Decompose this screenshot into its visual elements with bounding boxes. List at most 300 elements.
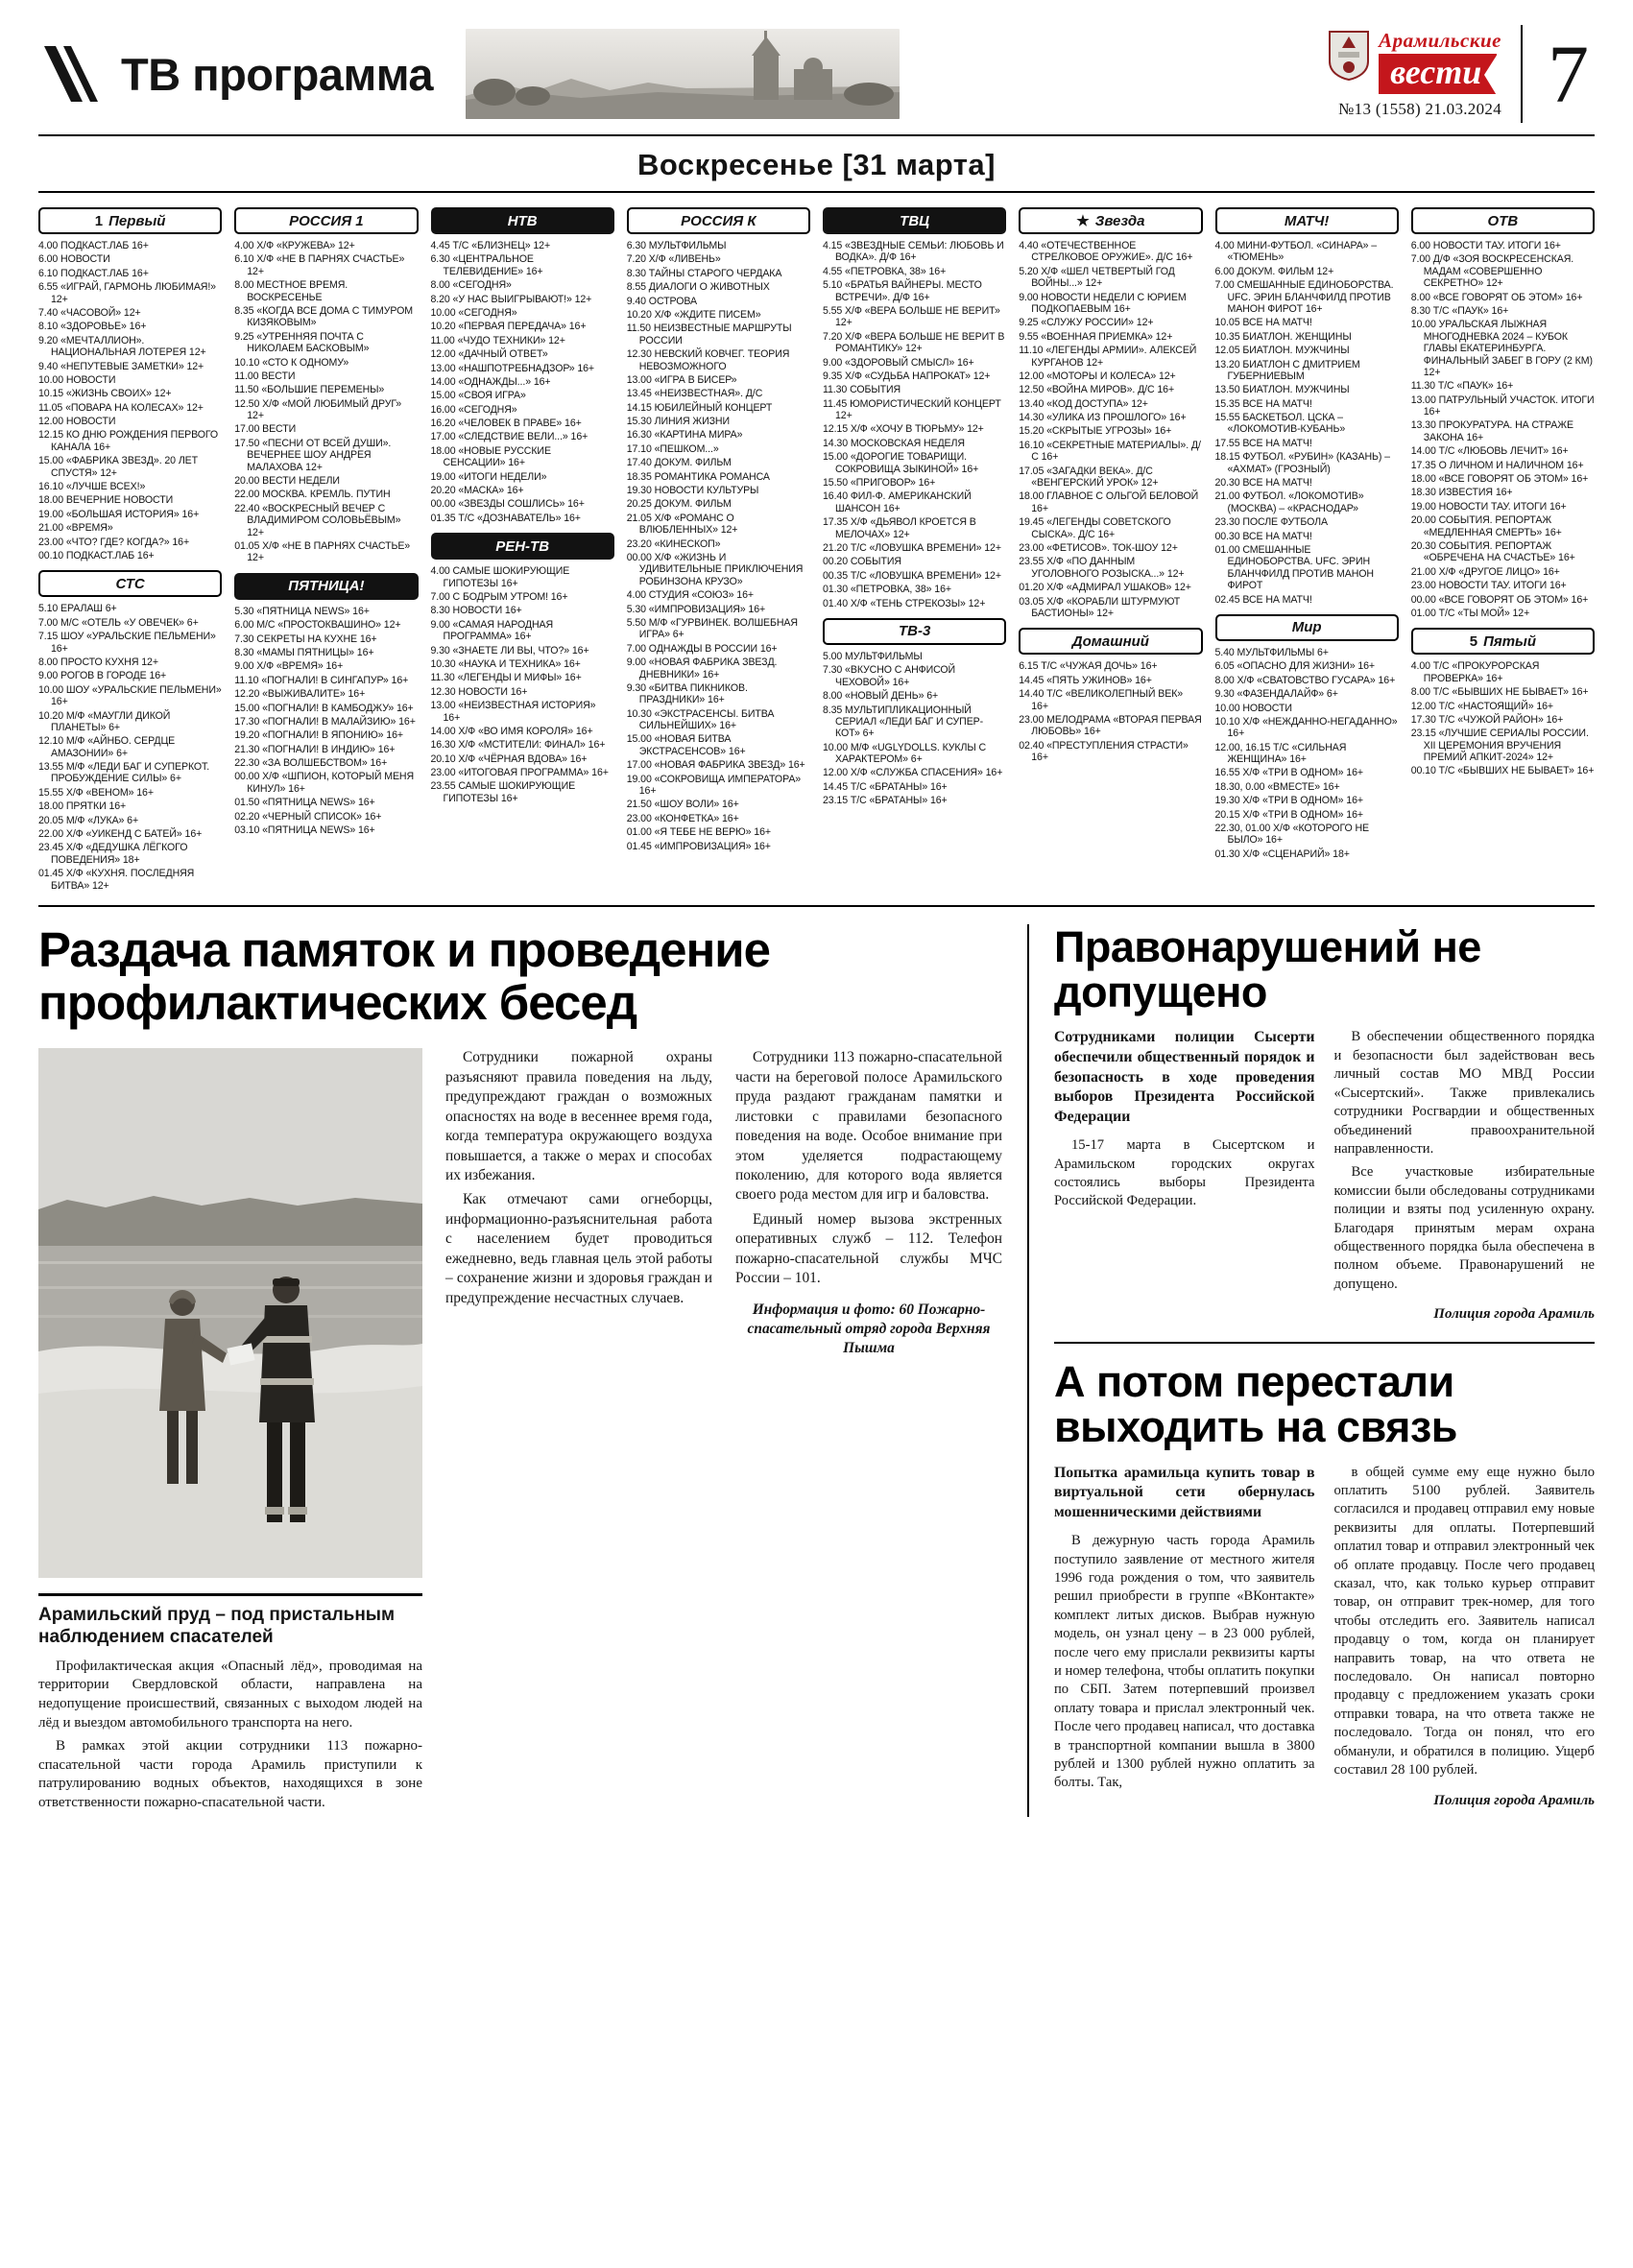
tv-listing-item: 23.00 «КОНФЕТКА» 16+: [626, 812, 739, 824]
channel-logo-рен-тв: [431, 533, 614, 560]
tv-listing-item: 16.10 «СЕКРЕТНЫЕ МАТЕРИАЛЫ». Д/С 16+: [1019, 439, 1201, 464]
tv-listing-item: 5.40 МУЛЬТФИЛЬМЫ 6+: [1214, 646, 1329, 658]
tv-listing-item: 4.40 «ОТЕЧЕСТВЕННОЕ СТРЕЛКОВОЕ ОРУЖИЕ». Д/С 16+: [1019, 240, 1193, 264]
tv-listing-item: 9.00 РОГОВ В ГОРОДЕ 16+: [38, 670, 167, 682]
tv-listing-item: 22.00 МОСКВА. КРЕМЛЬ. ПУТИН: [234, 489, 391, 501]
tv-listing-item: 11.50 НЕИЗВЕСТНЫЕ МАРШРУТЫ РОССИИ: [626, 322, 792, 346]
tv-listing-item: 10.00 ШОУ «УРАЛЬСКИЕ ПЕЛЬМЕНИ» 16+: [38, 683, 222, 708]
article-headline: Раздача памяток и проведение профилактических бесед: [38, 921, 771, 1030]
channel-name: МАТЧ!: [1284, 212, 1330, 229]
tv-listing-item: 02.40 «ПРЕСТУПЛЕНИЯ СТРАСТИ» 16+: [1019, 739, 1189, 764]
article-headline: Правонарушений не допущено: [1054, 921, 1481, 1017]
tv-listing-item: 5.50 М/Ф «ГУРВИНЕК. ВОЛШЕБНАЯ ИГРА» 6+: [626, 616, 798, 641]
day-title-bar: [38, 136, 1595, 193]
tv-listing-item: 10.20 М/Ф «МАУГЛИ ДИКОЙ ПЛАНЕТЫ» 6+: [38, 709, 171, 733]
tv-listing-item: 12.30 НЕВСКИЙ КОВЧЕГ. ТЕОРИЯ НЕВОЗМОЖНОГО: [626, 348, 790, 372]
tv-listing-item: 8.55 ДИАЛОГИ О ЖИВОТНЫХ: [626, 281, 770, 294]
tv-listing-item: 9.55 «ВОЕННАЯ ПРИЕМКА» 12+: [1019, 330, 1173, 343]
brand-name-bottom: вести: [1379, 54, 1497, 95]
tv-listing-item: 10.00 М/Ф «UGLYDOLLS. КУКЛЫ С ХАРАКТЕРОМ» 6+: [823, 741, 987, 766]
channel-logo-звезда: [1019, 207, 1202, 234]
tv-listing-item: 17.35 Х/Ф «ДЬЯВОЛ КРОЕТСЯ В МЕЛОЧАХ» 12+: [823, 516, 976, 540]
channel-name: СТС: [115, 575, 145, 592]
tv-listing-item: 23.45 Х/Ф «ДЕДУШКА ЛЁГКОГО ПОВЕДЕНИЯ» 18+: [38, 842, 188, 866]
article-body: [445, 1048, 1002, 1817]
tv-listing-item: 4.55 «ПЕТРОВКА, 38» 16+: [823, 265, 947, 277]
channel-name: Домашний: [1071, 633, 1149, 650]
tv-listing-item: 13.00 «ИГРА В БИСЕР»: [626, 373, 737, 386]
tv-listing-item: 4.00 Х/Ф «КРУЖЕВА» 12+: [234, 240, 355, 251]
tv-listing-item: 21.05 Х/Ф «РОМАНС О ВЛЮБЛЕННЫХ» 12+: [626, 512, 738, 537]
tv-listing-item: 20.30 ВСЕ НА МАТЧ!: [1214, 477, 1312, 489]
article-inset: [38, 1593, 422, 1813]
channel-name: РОССИЯ К: [681, 212, 756, 229]
tv-listing-item: 16.30 «КАРТИНА МИРА»: [626, 429, 743, 442]
tv-listing-item: 15.00 «ПОГНАЛИ! В КАМБОДЖУ» 16+: [234, 702, 414, 714]
article-elections: [1054, 921, 1595, 1325]
tv-listing-item: 23.00 МЕЛОДРАМА «ВТОРАЯ ПЕРВАЯ ЛЮБОВЬ» 16+: [1019, 713, 1202, 738]
tv-listing-item: 13.40 «КОД ДОСТУПА» 12+: [1019, 397, 1148, 410]
tv-listing-item: 12.00 «ДАЧНЫЙ ОТВЕТ»: [430, 348, 548, 361]
tv-listing-item: 4.00 Т/С «ПРОКУРОРСКАЯ ПРОВЕРКА» 16+: [1410, 660, 1540, 684]
article-paragraph: Сотрудники 113 пожарно-спасательной части на береговой полосе Арамильского пруда раздают гражданам памятки и листовки с правилами безопасного поведения на воде. Особое внимание при этом уделяется подрастающему поколению, для которого вода является своего рода местом для игр и баловства.: [735, 1049, 1002, 1204]
article-paragraph: В обеспечении общественного порядка и безопасности был задействован весь личный состав МО МВД России «Сысертский». Также привлекались сотрудники Росгвардии и общественных объединений правоохранительной направленности.: [1333, 1029, 1595, 1157]
page-header: [38, 23, 1595, 136]
tv-listing-item: 11.30 СОБЫТИЯ: [823, 384, 901, 396]
tv-listing-item: 19.30 Х/Ф «ТРИ В ОДНОМ» 16+: [1214, 795, 1363, 807]
channel-name: Мир: [1291, 619, 1322, 636]
tv-listing-item: 15.00 «ФАБРИКА ЗВЕЗД». 20 ЛЕТ СПУСТЯ» 12+: [38, 455, 199, 479]
tv-listing-item: 8.30 «МАМЫ ПЯТНИЦЫ» 16+: [234, 646, 374, 658]
tv-listing-item: 9.00 Х/Ф «ВРЕМЯ» 16+: [234, 660, 344, 673]
tv-listing-item: 17.00 «СЛЕДСТВИЕ ВЕЛИ...» 16+: [430, 431, 588, 443]
article-paragraph: в общей сумме ему еще нужно было оплатить 5100 рублей. Заявитель согласился и продавец отправил ему новые реквизиты для оплаты. Потерпевший оплатил товар и отправил электронный чек об оплате продавцу. После чего продавец сказал, что, как только курьер отправит товар, он отправит трек-номер, для того чтобы отследить его. Заявитель написал продавцу о том, когда он планирует направить товар, на что ответа не последовало. Он написал повторно продавцу с предложением указать сроки отправки товара, на что ответа также не последовало. Тогда он понял, что его обманули, и обратился в полицию. Ущерб составил 28 100 рублей.: [1333, 1464, 1595, 1779]
tv-listing-item: 6.00 НОВОСТИ ТАУ. ИТОГИ 16+: [1410, 240, 1561, 251]
article-paragraph: Как отмечают сами огнеборцы, информационно-разъяснительная работа с населением будет проводиться ежедневно, ведь главная цель этой работы – сохранение жизни и здоровья граждан и предупреждение несчастных случаев.: [445, 1191, 712, 1306]
tv-listing-item: 9.40 «НЕПУТЕВЫЕ ЗАМЕТКИ» 12+: [38, 360, 204, 372]
channel-name: РЕН-ТВ: [495, 537, 550, 555]
tv-listing-item: 17.00 ВЕСТИ: [234, 423, 297, 436]
tv-listing-item: 6.10 Х/Ф «НЕ В ПАРНЯХ СЧАСТЬЕ» 12+: [234, 253, 405, 277]
tv-listing-item: 21.30 «ПОГНАЛИ! В ИНДИЮ» 16+: [234, 743, 396, 755]
tv-listing-item: 4.45 Т/С «БЛИЗНЕЦ» 12+: [430, 240, 551, 251]
tv-listing-item: 12.50 «ВОЙНА МИРОВ». Д/С 16+: [1019, 384, 1175, 396]
tv-listing-item: 5.20 Х/Ф «ШЕЛ ЧЕТВЕРТЫЙ ГОД ВОЙНЫ...» 12+: [1019, 265, 1175, 290]
channel-logo-тв-3: [823, 618, 1006, 645]
masthead-right: [1327, 23, 1595, 125]
tv-listing-item: 7.40 «ЧАСОВОЙ» 12+: [38, 306, 141, 319]
tv-listing-item: 12.00 Т/С «НАСТОЯЩИЙ» 16+: [1410, 700, 1554, 712]
tv-listing-item: 19.20 «ПОГНАЛИ! В ЯПОНИЮ» 16+: [234, 729, 403, 742]
tv-listing-item: 9.25 «СЛУЖУ РОССИИ» 12+: [1019, 317, 1154, 329]
tv-listing-item: 14.40 Т/С «ВЕЛИКОЛЕПНЫЙ ВЕК» 16+: [1019, 688, 1184, 712]
tv-listing-item: 8.00 «ВСЕ ГОВОРЯТ ОБ ЭТОМ» 16+: [1410, 291, 1583, 303]
article-body: [1054, 1464, 1595, 1811]
tv-listing-item: 20.00 СОБЫТИЯ. РЕПОРТАЖ «МЕДЛЕННАЯ СМЕРТЬ» 16+: [1410, 514, 1562, 538]
day-title: Воскресенье [31 марта]: [636, 148, 996, 181]
tv-listing-item: 00.00 «ЗВЕЗДЫ СОШЛИСЬ» 16+: [430, 498, 585, 511]
tv-listing-item: 23.00 «ЧТО? ГДЕ? КОГДА?» 16+: [38, 536, 190, 548]
channel-logo-отв: [1411, 207, 1595, 234]
tv-listing-item: 10.35 БИАТЛОН. ЖЕНЩИНЫ: [1214, 330, 1352, 343]
channel-name: Звезда: [1094, 212, 1145, 229]
tv-listing-item: 8.35 «КОГДА ВСЕ ДОМА С ТИМУРОМ КИЗЯКОВЫМ»: [234, 304, 413, 329]
tv-listing-item: 19.00 «СОКРОВИЩА ИМПЕРАТОРА» 16+: [626, 773, 802, 798]
channel-logo-пятница-: [234, 573, 418, 600]
tv-listing-item: 12.00 «МОТОРЫ И КОЛЕСА» 12+: [1019, 370, 1176, 382]
tv-listing-item: 18.00 «НОВЫЕ РУССКИЕ СЕНСАЦИИ» 16+: [430, 444, 551, 469]
tv-listing-item: 9.25 «УТРЕННЯЯ ПОЧТА С НИКОЛАЕМ БАСКОВЫМ»: [234, 330, 370, 355]
tv-listing-item: 23.20 «КИНЕСКОП»: [626, 537, 721, 550]
issue-date: №13 (1558) 21.03.2024: [1338, 100, 1501, 119]
channel-logo-россия-1: [234, 207, 418, 234]
tv-listing-item: 21.00 ФУТБОЛ. «ЛОКОМОТИВ» (МОСКВА) – «КРАСНОДАР»: [1214, 490, 1364, 514]
tv-listing-item: 5.55 Х/Ф «ВЕРА БОЛЬШЕ НЕ ВЕРИТ» 12+: [823, 304, 1000, 329]
tv-listing-item: 01.00 СМЕШАННЫЕ ЕДИНОБОРСТВА. UFC. ЭРИН БЛАНЧФИЛД ПРОТИВ МАНОН ФИРОТ: [1214, 543, 1374, 592]
tv-listing-item: 10.00 НОВОСТИ: [38, 373, 116, 386]
tv-listing-item: 01.30 Х/Ф «СЦЕНАРИЙ» 18+: [1214, 848, 1350, 860]
tv-listing-item: 12.30 НОВОСТИ 16+: [430, 685, 528, 698]
tv-listing-item: 12.00, 16.15 Т/С «СИЛЬНАЯ ЖЕНЩИНА» 16+: [1214, 741, 1347, 766]
tv-listing-item: 4.00 ПОДКАСТ.ЛАБ 16+: [38, 240, 149, 251]
tv-listing-item: 22.00 Х/Ф «УИКЕНД С БАТЕЙ» 16+: [38, 828, 203, 841]
tv-listing-item: 18.30, 0.00 «ВМЕСТЕ» 16+: [1214, 780, 1340, 793]
tv-listing-item: 18.00 ПРЯТКИ 16+: [38, 800, 127, 813]
tv-listing-item: 20.15 Х/Ф «ТРИ В ОДНОМ» 16+: [1214, 808, 1363, 821]
newspaper-brand: [1327, 29, 1501, 120]
article-credit: Информация и фото: 60 Пожарно-спасательный отряд города Верхняя Пышма: [747, 1301, 991, 1356]
tv-listing-item: 13.50 БИАТЛОН. МУЖЧИНЫ: [1214, 384, 1350, 396]
article-paragraph: В рамках этой акции сотрудники 113 пожарно-спасательной части города Арамиль приступили к патрулированию водных объектов, находящихся в зоне ответственности пожарно-спасательной части.: [38, 1737, 422, 1811]
tv-listing-item: 01.20 Х/Ф «АДМИРАЛ УШАКОВ» 12+: [1019, 582, 1191, 594]
tv-listing-item: 00.00 Х/Ф «ЖИЗНЬ И УДИВИТЕЛЬНЫЕ ПРИКЛЮЧЕНИЯ РОБИНЗОНА КРУЗО»: [626, 551, 804, 587]
tv-listing-item: 11.10 «ПОГНАЛИ! В СИНГАПУР» 16+: [234, 674, 409, 686]
channel-glyph-icon: 5: [1469, 633, 1478, 650]
tv-listing-item: 19.45 «ЛЕГЕНДЫ СОВЕТСКОГО СЫСКА». Д/С 16+: [1019, 516, 1171, 540]
article-paragraph: В дежурную часть города Арамиль поступило заявление от местного жителя 1996 года рождения о том, что заявитель решил приобрести в группе «ВКонтакте» комплект литых дисков. Выбрав нужную модель, он узнал цену – в 23 000 рублей, после чего ему прислали реквизиты карты и номер телефона, чтобы оплатить покупки по СБП. Затем потерпевший произвел оплату товара и прислал электронный чек. После чего продавец написал, что доставка в транспортной компании вышла в 3800 рублей и 1300 рублей нужно оплатить за болты. Так,: [1054, 1533, 1315, 1791]
channel-logo-нтв: [431, 207, 614, 234]
tv-listing-item: 8.00 Х/Ф «СВАТОВСТВО ГУСАРА» 16+: [1214, 674, 1396, 686]
tv-listing-item: 03.05 Х/Ф «КОРАБЛИ ШТУРМУЮТ БАСТИОНЫ» 12+: [1019, 595, 1181, 619]
tv-listing-item: 9.00 НОВОСТИ НЕДЕЛИ С ЮРИЕМ ПОДКОПАЕВЫМ 16+: [1019, 291, 1187, 315]
tv-listing-item: 17.40 ДОКУМ. ФИЛЬМ: [626, 457, 732, 469]
tv-listing-item: 11.00 ВЕСТИ: [234, 370, 296, 382]
article-safety: [38, 921, 1027, 1817]
tv-listing-item: 11.30 Т/С «ПАУК» 16+: [1410, 380, 1514, 393]
channel-name: Пятый: [1483, 633, 1537, 650]
tv-listing-item: 7.15 ШОУ «УРАЛЬСКИЕ ПЕЛЬМЕНИ» 16+: [38, 631, 216, 655]
tv-channel-column: [1411, 201, 1595, 894]
tv-listing-item: 9.40 ОСТРОВА: [626, 295, 697, 307]
articles-section: [38, 907, 1595, 1817]
tv-listing-item: 14.30 «УЛИКА ИЗ ПРОШЛОГО» 16+: [1019, 412, 1187, 424]
tv-listing-item: 15.20 «СКРЫТЫЕ УГРОЗЫ» 16+: [1019, 425, 1172, 438]
article-paragraph: Сотрудники пожарной охраны разъясняют правила поведения на льду, предупреждают граждан о возможных опасностях на воде в весеннее время года, когда температура окружающего воздуха повышается, а также о мерах и способах их избежания.: [445, 1049, 712, 1183]
tv-listing-item: 12.20 «ВЫЖИВАЛИТЕ» 16+: [234, 688, 366, 701]
tv-listing-item: 8.00 МЕСТНОЕ ВРЕМЯ. ВОСКРЕСЕНЬЕ: [234, 279, 348, 303]
tv-listing-item: 13.45 «НЕИЗВЕСТНАЯ». Д/С: [626, 388, 763, 400]
tv-listing-item: 8.30 Т/С «ПАУК» 16+: [1410, 304, 1509, 317]
tv-listing-item: 13.55 М/Ф «ЛЕДИ БАГ И СУПЕРКОТ. ПРОБУЖДЕНИЕ СИЛЫ» 6+: [38, 761, 210, 785]
channel-glyph-icon: 1: [94, 212, 104, 229]
tv-listing-item: 6.15 Т/С «ЧУЖАЯ ДОЧЬ» 16+: [1019, 660, 1158, 673]
tv-listing-item: 7.20 Х/Ф «ВЕРА БОЛЬШЕ НЕ ВЕРИТ В РОМАНТИКУ» 12+: [823, 330, 1005, 355]
tv-channel-column: [431, 201, 614, 894]
tv-listing-item: 21.00 Х/Ф «ДРУГОЕ ЛИЦО» 16+: [1410, 565, 1560, 578]
section-title: ТВ программа: [121, 48, 433, 100]
tv-listing-item: 01.30 «ПЕТРОВКА, 38» 16+: [823, 584, 951, 596]
tv-listing-item: 13.00 «НЕИЗВЕСТНАЯ ИСТОРИЯ» 16+: [430, 700, 596, 724]
article-fraud: [1054, 1359, 1595, 1810]
article-divider: [1054, 1342, 1595, 1344]
tv-listing-item: 5.10 «БРАТЬЯ ВАЙНЕРЫ. МЕСТО ВСТРЕЧИ». Д/Ф 16+: [823, 279, 982, 303]
tv-listing-item: 01.45 «ИМПРОВИЗАЦИЯ» 16+: [626, 840, 771, 852]
article-headline: А потом перестали выходить на связь: [1054, 1357, 1457, 1452]
channel-logo-стс: [38, 570, 222, 597]
tv-listing-item: 12.50 Х/Ф «МОЙ ЛЮБИМЫЙ ДРУГ» 12+: [234, 397, 402, 422]
tv-listing-item: 02.20 «ЧЕРНЫЙ СПИСОК» 16+: [234, 810, 382, 823]
tv-listing-item: 14.45 «ПЯТЬ УЖИНОВ» 16+: [1019, 674, 1152, 686]
tv-listing-item: 20.30 СОБЫТИЯ. РЕПОРТАЖ «ОБРЕЧЕНА НА СЧАСТЬЕ» 16+: [1410, 539, 1575, 564]
tv-listing-item: 18.30 ИЗВЕСТИЯ 16+: [1410, 487, 1513, 499]
tv-listing-item: 14.00 «ОДНАЖДЫ...» 16+: [430, 375, 551, 388]
tv-listing-item: 00.00 «ВСЕ ГОВОРЯТ ОБ ЭТОМ» 16+: [1410, 593, 1589, 606]
tv-listing-item: 14.45 Т/С «БРАТАНЫ» 16+: [823, 780, 948, 793]
tv-listing-item: 13.00 «НАШПОТРЕБНАДЗОР» 16+: [430, 362, 595, 374]
tv-listing-item: 4.00 СТУДИЯ «СОЮЗ» 16+: [626, 589, 754, 602]
tv-listing-item: 21.00 «ВРЕМЯ»: [38, 522, 113, 535]
tv-listing-item: 12.00 НОВОСТИ: [38, 416, 116, 428]
crest-icon: [1327, 29, 1371, 85]
tv-listing-item: 19.00 «БОЛЬШАЯ ИСТОРИЯ» 16+: [38, 508, 200, 520]
tv-listing-item: 20.05 М/Ф «ЛУКА» 6+: [38, 814, 139, 826]
tv-listing-item: 18.00 ВЕЧЕРНИЕ НОВОСТИ: [38, 494, 174, 507]
channel-name: РОССИЯ 1: [289, 212, 364, 229]
brand-name-top: Арамильские: [1379, 28, 1501, 52]
tv-listing-item: 11.00 «ЧУДО ТЕХНИКИ» 12+: [430, 334, 565, 346]
tv-listing-item: 11.30 «ЛЕГЕНДЫ И МИФЫ» 16+: [430, 672, 582, 684]
tv-listing-item: 10.20 Х/Ф «ЖДИТЕ ПИСЕМ»: [626, 308, 761, 321]
tv-listing-item: 17.05 «ЗАГАДКИ ВЕКА». Д/С «ВЕНГЕРСКИЙ УРОК» 12+: [1019, 465, 1159, 489]
tv-listing-item: 9.00 «ЗДОРОВЫЙ СМЫСЛ» 16+: [823, 356, 974, 369]
tv-listing-item: 6.30 МУЛЬТФИЛЬМЫ: [626, 240, 727, 251]
tv-listing-item: 4.15 «ЗВЕЗДНЫЕ СЕМЬИ: ЛЮБОВЬ И ВОДКА». Д/Ф 16+: [823, 240, 1004, 264]
tv-listing-item: 8.00 «НОВЫЙ ДЕНЬ» 6+: [823, 690, 939, 703]
tv-listing-item: 10.20 «ПЕРВАЯ ПЕРЕДАЧА» 16+: [430, 321, 587, 333]
tv-listing-item: 16.40 ФИЛ-Ф. АМЕРИКАНСКИЙ ШАНСОН 16+: [823, 490, 972, 514]
tv-listing-item: 12.15 Х/Ф «ХОЧУ В ТЮРЬМУ» 12+: [823, 423, 984, 436]
tv-listing-item: 01.35 Т/С «ДОЗНАВАТЕЛЬ» 16+: [430, 512, 581, 524]
tv-listing-item: 01.00 Т/С «ТЫ МОЙ» 12+: [1410, 607, 1530, 619]
tv-listing-item: 15.35 ВСЕ НА МАТЧ!: [1214, 397, 1312, 410]
tv-listing-item: 9.00 «САМАЯ НАРОДНАЯ ПРОГРАММА» 16+: [430, 618, 554, 643]
tv-listing-item: 7.20 Х/Ф «ЛИВЕНЬ»: [626, 253, 721, 266]
channel-logo-россия-к: [627, 207, 810, 234]
tv-listing-item: 20.00 ВЕСТИ НЕДЕЛИ: [234, 475, 340, 488]
tv-listing-item: 6.55 «ИГРАЙ, ГАРМОНЬ ЛЮБИМАЯ!» 12+: [38, 281, 216, 305]
tv-listing-item: 6.00 М/С «ПРОСТОКВАШИНО» 12+: [234, 619, 401, 632]
article-photo: [38, 1048, 422, 1578]
tv-listing-item: 8.00 «СЕГОДНЯ»: [430, 279, 512, 292]
tv-listing-item: 17.30 «ПОГНАЛИ! В МАЛАЙЗИЮ» 16+: [234, 715, 416, 728]
tv-listing-item: 23.55 САМЫЕ ШОКИРУЮЩИЕ ГИПОТЕЗЫ 16+: [430, 780, 576, 804]
article-body: [1054, 1028, 1595, 1325]
article-signature: Полиция города Арамиль: [1433, 1306, 1595, 1323]
tv-listing-item: 5.30 «ИМПРОВИЗАЦИЯ» 16+: [626, 603, 766, 615]
channel-logo-пятый: [1411, 628, 1595, 655]
tv-listing-item: 00.00 Х/Ф «ШПИОН, КОТОРЫЙ МЕНЯ КИНУЛ» 16+: [234, 771, 415, 795]
tv-listing-item: 19.00 НОВОСТИ ТАУ. ИТОГИ 16+: [1410, 500, 1567, 513]
tv-listing-item: 14.30 МОСКОВСКАЯ НЕДЕЛЯ: [823, 437, 965, 449]
tv-listing-item: 00.20 СОБЫТИЯ: [823, 556, 901, 568]
article-lead: Сотрудниками полиции Сысерти обеспечили общественный порядок и безопасность в ходе проведения выборов Президента Российской Федерации: [1054, 1029, 1315, 1125]
tv-listing-item: 9.30 «ФАЗЕНДАЛАЙФ» 6+: [1214, 688, 1338, 701]
article-paragraph: Единый номер вызова экстренных оперативных служб – 112. Телефон пожарно-спасательной службы МЧС России – 101.: [735, 1210, 1002, 1287]
tv-listing-item: 8.00 ПРОСТО КУХНЯ 12+: [38, 656, 158, 668]
tv-listing-item: 16.55 Х/Ф «ТРИ В ОДНОМ» 16+: [1214, 767, 1363, 779]
tv-listing-item: 17.10 «ПЕШКОМ...»: [626, 442, 719, 455]
tv-listing-item: 23.15 «ЛУЧШИЕ СЕРИАЛЫ РОССИИ. XII ЦЕРЕМОНИЯ ВРУЧЕНИЯ ПРЕМИЙ АПКИТ-2024» 12+: [1410, 728, 1589, 764]
tv-listing-item: 7.30 «ВКУСНО С АНФИСОЙ ЧЕХОВОЙ» 16+: [823, 664, 956, 688]
tv-listing-item: 9.35 Х/Ф «СУДЬБА НАПРОКАТ» 12+: [823, 370, 991, 382]
tv-listing-item: 00.35 Т/С «ЛОВУШКА ВРЕМЕНИ» 12+: [823, 569, 1001, 582]
tv-listing-item: 15.30 ЛИНИЯ ЖИЗНИ: [626, 416, 730, 428]
tv-listing-item: 16.20 «ЧЕЛОВЕК В ПРАВЕ» 16+: [430, 418, 582, 430]
tv-listing-item: 6.05 «ОПАСНО ДЛЯ ЖИЗНИ» 16+: [1214, 660, 1376, 673]
tv-listing-item: 7.00 Д/Ф «ЗОЯ ВОСКРЕСЕНСКАЯ. МАДАМ «СОВЕРШЕННО СЕКРЕТНО» 12+: [1410, 253, 1574, 290]
tv-listing-item: 10.30 «НАУКА И ТЕХНИКА» 16+: [430, 657, 581, 670]
tv-listing-item: 19.30 НОВОСТИ КУЛЬТУРЫ: [626, 485, 759, 497]
tv-listing-item: 10.15 «ЖИЗНЬ СВОИХ» 12+: [38, 388, 172, 400]
tv-listing-item: 00.30 ВСЕ НА МАТЧ!: [1214, 530, 1312, 542]
article-lead: Попытка арамильца купить товар в виртуальной сети обернулась мошенническими действиями: [1054, 1464, 1315, 1520]
tv-listing-item: 10.10 Х/Ф «НЕЖДАННО-НЕГАДАННО» 16+: [1214, 715, 1398, 740]
tv-listing-item: 23.30 ПОСЛЕ ФУТБОЛА: [1214, 516, 1328, 529]
tv-listing-item: 18.00 ГЛАВНОЕ С ОЛЬГОЙ БЕЛОВОЙ 16+: [1019, 490, 1199, 514]
tv-listing-item: 7.30 СЕКРЕТЫ НА КУХНЕ 16+: [234, 633, 377, 645]
tv-listing-item: 6.00 ДОКУМ. ФИЛЬМ 12+: [1214, 265, 1334, 277]
tv-listing-item: 15.00 «НОВАЯ БИТВА ЭКСТРАСЕНСОВ» 16+: [626, 733, 746, 757]
tv-listing-item: 14.00 Т/С «ЛЮБОВЬ ЛЕЧИТ» 16+: [1410, 445, 1569, 458]
channel-logo-мир: [1215, 614, 1399, 641]
tv-listing-item: 23.55 Х/Ф «ПО ДАННЫМ УГОЛОВНОГО РОЗЫСКА...» 12+: [1019, 556, 1185, 580]
tv-listing-item: 15.00 «ДОРОГИЕ ТОВАРИЩИ. СОКРОВИЩА ЗЫКИНОЙ» 16+: [823, 451, 979, 475]
tv-listing-item: 22.30 «ЗА ВОЛШЕБСТВОМ» 16+: [234, 757, 388, 770]
tv-listing-item: 5.10 ЕРАЛАШ 6+: [38, 603, 117, 615]
tv-listing-item: 9.00 «НОВАЯ ФАБРИКА ЗВЕЗД. ДНЕВНИКИ» 16+: [626, 657, 778, 680]
tv-listing-item: 8.30 НОВОСТИ 16+: [430, 605, 522, 617]
tv-listing-item: 13.20 БИАТЛОН С ДМИТРИЕМ ГУБЕРНИЕВЫМ: [1214, 358, 1360, 382]
tv-listing-item: 15.50 «ПРИГОВОР» 16+: [823, 477, 936, 489]
tv-listing-item: 18.15 ФУТБОЛ. «РУБИН» (КАЗАНЬ) – «АХМАТ» (ГРОЗНЫЙ): [1214, 451, 1390, 475]
tv-listing-item: 8.10 «ЗДОРОВЬЕ» 16+: [38, 321, 147, 333]
tv-channel-column: [234, 201, 418, 894]
channel-name: ОТВ: [1487, 212, 1519, 229]
tv-listing-item: 15.00 «СВОЯ ИГРА»: [430, 390, 526, 402]
channel-logo-матч-: [1215, 207, 1399, 234]
inset-title: Арамильский пруд – под пристальным наблюдением спасателей: [38, 1605, 396, 1647]
tv-listing-item: 22.40 «ВОСКРЕСНЫЙ ВЕЧЕР С ВЛАДИМИРОМ СОЛОВЬЁВЫМ» 12+: [234, 502, 401, 538]
channel-name: НТВ: [507, 212, 538, 229]
double-slash-icon: [38, 42, 102, 106]
channel-name: ТВ-3: [898, 623, 931, 640]
tv-listing-item: 01.50 «ПЯТНИЦА NEWS» 16+: [234, 797, 375, 809]
tv-listing-item: 12.15 КО ДНЮ РОЖДЕНИЯ ПЕРВОГО КАНАЛА 16+: [38, 429, 219, 453]
tv-listing-item: 16.00 «СЕГОДНЯ»: [430, 403, 517, 416]
inset-body: [38, 1658, 422, 1813]
tv-listing-item: 22.30, 01.00 Х/Ф «КОТОРОГО НЕ БЫЛО» 16+: [1214, 823, 1369, 847]
tv-channel-column: [823, 201, 1006, 894]
tv-listing-item: 9.30 «БИТВА ПИКНИКОВ. ПРАЗДНИКИ» 16+: [626, 681, 748, 706]
tv-listing-item: 10.10 «СТО К ОДНОМУ»: [234, 356, 349, 369]
tv-listing-item: 02.45 ВСЕ НА МАТЧ!: [1214, 593, 1312, 606]
tv-listing-item: 23.00 «ИТОГОВАЯ ПРОГРАММА» 16+: [430, 767, 609, 779]
right-articles-column: [1027, 921, 1595, 1817]
tv-listing-item: 17.50 «ПЕСНИ ОТ ВСЕЙ ДУШИ». ВЕЧЕРНЕЕ ШОУ АНДРЕЯ МАЛАХОВА 12+: [234, 437, 392, 473]
tv-program-grid: [38, 193, 1595, 907]
article-paragraph: Все участковые избирательные комиссии были обследованы сотрудниками полиции и взяты под усиленную охрану. Благодаря принятым мерам охрана общественного порядка была обеспечена в полном объеме. Правонарушений не допущено.: [1333, 1164, 1595, 1292]
tv-listing-item: 9.20 «МЕЧТАЛЛИОН». НАЦИОНАЛЬНАЯ ЛОТЕРЕЯ 12+: [38, 334, 206, 359]
article-signature: Полиция города Арамиль: [1433, 1792, 1595, 1808]
tv-listing-item: 17.55 ВСЕ НА МАТЧ!: [1214, 437, 1312, 449]
channel-name: ПЯТНИЦА!: [288, 578, 365, 595]
tv-listing-item: 01.40 Х/Ф «ТЕНЬ СТРЕКОЗЫ» 12+: [823, 597, 986, 609]
tv-listing-item: 9.30 «ЗНАЕТЕ ЛИ ВЫ, ЧТО?» 16+: [430, 644, 589, 657]
tv-listing-item: 23.15 Т/С «БРАТАНЫ» 16+: [823, 795, 948, 807]
tv-listing-item: 19.00 «ИТОГИ НЕДЕЛИ»: [430, 470, 547, 483]
tv-listing-item: 8.30 ТАЙНЫ СТАРОГО ЧЕРДАКА: [626, 267, 782, 279]
tv-channel-column: [38, 201, 222, 894]
tv-channel-column: [1019, 201, 1202, 894]
channel-logo-твц: [823, 207, 1006, 234]
tv-listing-item: 14.00 Х/Ф «ВО ИМЯ КОРОЛЯ» 16+: [430, 725, 593, 737]
tv-listing-item: 10.00 НОВОСТИ: [1214, 702, 1292, 714]
tv-listing-item: 01.45 Х/Ф «КУХНЯ. ПОСЛЕДНЯЯ БИТВА» 12+: [38, 868, 195, 892]
article-photo-column: [38, 1048, 422, 1817]
tv-channel-column: [627, 201, 810, 894]
tv-listing-item: 01.00 «Я ТЕБЕ НЕ ВЕРЮ» 16+: [626, 826, 771, 839]
tv-listing-item: 00.10 Т/С «БЫВШИХ НЕ БЫВАЕТ» 16+: [1410, 765, 1595, 777]
tv-listing-item: 4.00 МИНИ-ФУТБОЛ. «СИНАРА» – «ТЮМЕНЬ»: [1214, 240, 1378, 264]
channel-glyph-icon: ★: [1076, 213, 1090, 229]
tv-listing-item: 6.00 НОВОСТИ: [38, 253, 110, 266]
tv-listing-item: 20.25 ДОКУМ. ФИЛЬМ: [626, 498, 732, 511]
tv-listing-item: 13.00 ПАТРУЛЬНЫЙ УЧАСТОК. ИТОГИ 16+: [1410, 394, 1595, 418]
tv-listing-item: 13.30 ПРОКУРАТУРА. НА СТРАЖЕ ЗАКОНА 16+: [1410, 419, 1573, 443]
tv-listing-item: 11.10 «ЛЕГЕНДЫ АРМИИ». АЛЕКСЕЙ КУРГАНОВ 12+: [1019, 345, 1197, 369]
tv-listing-item: 16.10 «ЛУЧШЕ ВСЕХ!»: [38, 481, 146, 493]
tv-listing-item: 15.55 Х/Ф «ВЕНОМ» 16+: [38, 786, 154, 799]
tv-listing-item: 7.00 С БОДРЫМ УТРОМ! 16+: [430, 590, 568, 603]
tv-listing-item: 8.20 «У НАС ВЫИГРЫВАЮТ!» 12+: [430, 293, 592, 305]
tv-listing-item: 23.00 НОВОСТИ ТАУ. ИТОГИ 16+: [1410, 580, 1567, 592]
tv-listing-item: 10.00 УРАЛЬСКАЯ ЛЫЖНАЯ МНОГОДНЕВКА 2024 – КУБОК ГЛАВЫ ЕКАТЕРИНБУРГА. ФИНАЛЬНЫЙ ЗАБЕГ В ГОРУ (2 КМ) 12+: [1410, 319, 1593, 378]
tv-listing-item: 8.00 Т/С «БЫВШИХ НЕ БЫВАЕТ» 16+: [1410, 686, 1589, 699]
channel-logo-домашний: [1019, 628, 1202, 655]
tv-listing-item: 03.10 «ПЯТНИЦА NEWS» 16+: [234, 824, 375, 837]
tv-listing-item: 20.10 Х/Ф «ЧЁРНАЯ ВДОВА» 16+: [430, 752, 588, 765]
tv-listing-item: 18.00 «ВСЕ ГОВОРЯТ ОБ ЭТОМ» 16+: [1410, 473, 1589, 486]
tv-listing-item: 5.00 МУЛЬТФИЛЬМЫ: [823, 650, 923, 662]
tv-listing-item: 8.35 МУЛЬТИПЛИКАЦИОННЫЙ СЕРИАЛ «ЛЕДИ БАГ И СУПЕР-КОТ» 6+: [823, 704, 984, 740]
header-photo: [466, 29, 900, 119]
channel-logo-первый: [38, 207, 222, 234]
tv-listing-item: 7.00 М/С «ОТЕЛЬ «У ОВЕЧЕК» 6+: [38, 616, 199, 629]
tv-listing-item: 17.30 Т/С «ЧУЖОЙ РАЙОН» 16+: [1410, 713, 1564, 726]
article-paragraph: Профилактическая акция «Опасный лёд», проводимая на территории Свердловской области, направлена на недопущение происшествий, связанных с выходом людей на лёд и выездом автомобильного транспорта на него.: [38, 1658, 422, 1731]
tv-listing-item: 12.00 Х/Ф «СЛУЖБА СПАСЕНИЯ» 16+: [823, 767, 1003, 779]
masthead-left: [38, 23, 1327, 125]
